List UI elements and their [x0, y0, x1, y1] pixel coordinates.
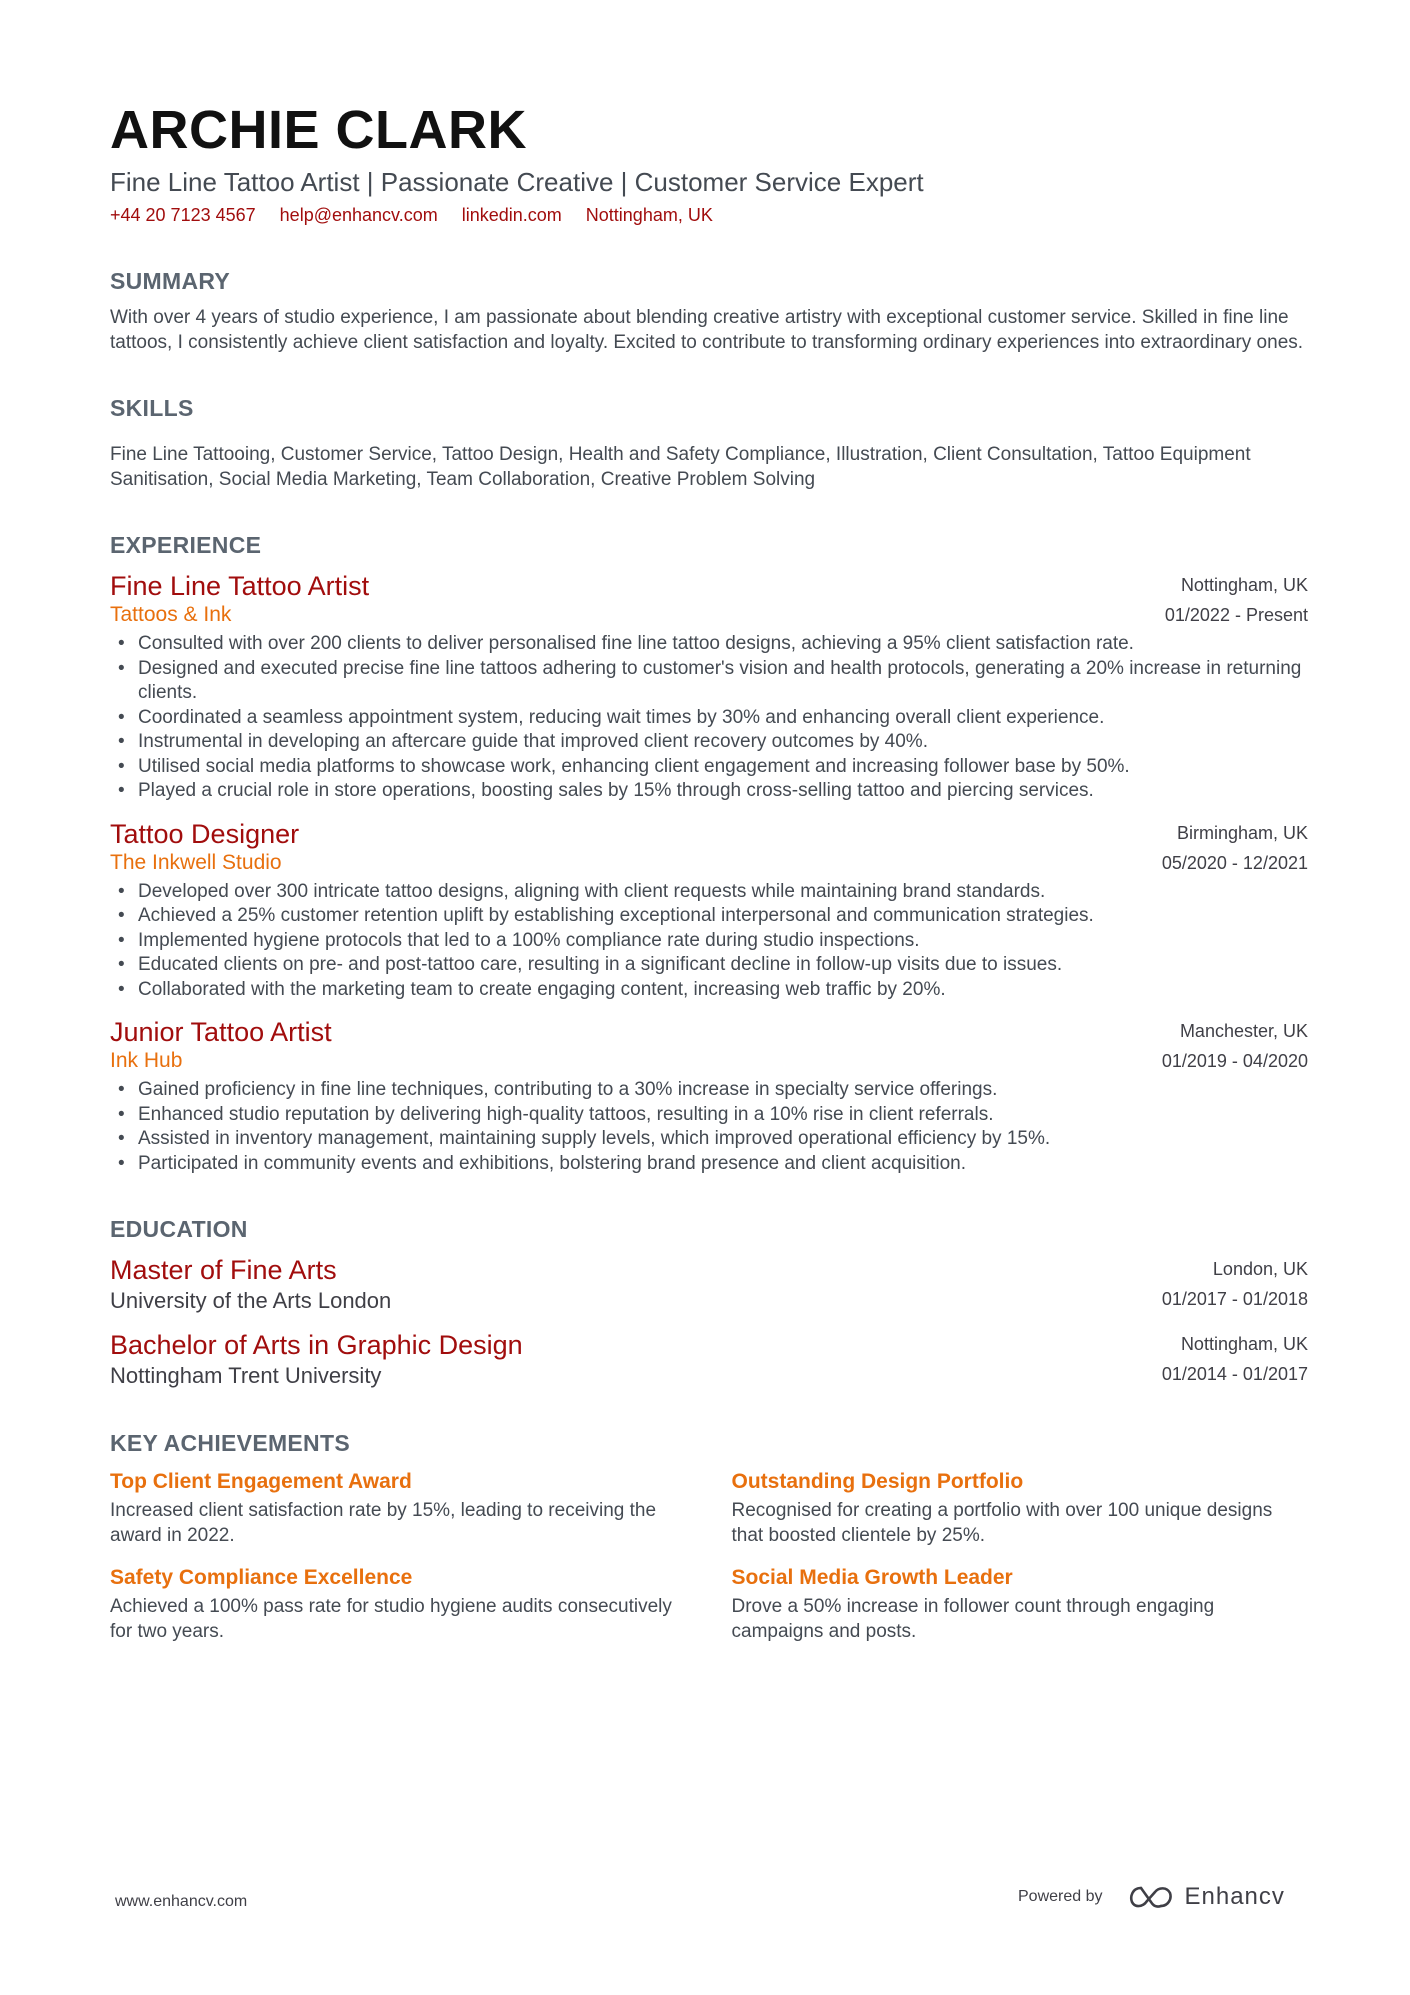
job-location: Nottingham, UK	[1180, 575, 1308, 595]
degree-title: Master of Fine Arts	[110, 1255, 337, 1285]
job-title: Fine Line Tattoo Artist	[110, 571, 370, 601]
achievement-description: Recognised for creating a portfolio with over 100 unique designs that boosted clientele by 25%.	[731, 1500, 1273, 1546]
candidate-headline: Fine Line Tattoo Artist | Passionate Creative | Customer Service Expert	[110, 167, 924, 197]
job-meta	[1165, 570, 1308, 630]
achievements-grid	[110, 1468, 1308, 1644]
section-title: KEY ACHIEVEMENTS	[110, 1430, 350, 1456]
job-dates: 01/2019 - 04/2020	[1161, 1051, 1308, 1071]
degree-title: Bachelor of Arts in Graphic Design	[110, 1330, 523, 1360]
section-title: SKILLS	[110, 395, 194, 421]
experience-entry	[110, 1016, 1308, 1176]
candidate-name: ARCHIE CLARK	[110, 100, 527, 160]
enhancv-brand[interactable]: Enhancv	[1184, 1883, 1285, 1910]
experience-section	[110, 530, 1308, 1176]
bullet-item: • Enhanced studio reputation by delivering high-quality tattoos, resulting in a 10% rise in client referrals.	[110, 1103, 1308, 1128]
summary-section	[110, 266, 1308, 355]
bullet-item: • Educated clients on pre- and post-tattoo care, resulting in a significant decline in follow-up visits due to issues.	[110, 953, 1308, 978]
achievement-title: Outstanding Design Portfolio	[731, 1470, 1024, 1493]
education-section	[110, 1214, 1308, 1390]
footer-website[interactable]: www.enhancv.com	[115, 1893, 248, 1910]
education-location: Nottingham, UK	[1180, 1334, 1308, 1354]
job-meta	[1162, 818, 1308, 878]
job-dates: 01/2022 - Present	[1164, 605, 1308, 625]
bullet-item: • Participated in community events and exhibitions, bolstering brand presence and client acquisition.	[110, 1152, 1308, 1177]
job-title: Tattoo Designer	[110, 818, 300, 849]
job-location: Birmingham, UK	[1176, 822, 1308, 843]
education-dates: 01/2014 - 01/2017	[1161, 1364, 1308, 1384]
section-title: EXPERIENCE	[110, 532, 262, 558]
job-location: Manchester, UK	[1179, 1021, 1308, 1041]
bullet-item: • Consulted with over 200 clients to deliver personalised fine line tattoo designs, achieving a 95% client satisfaction rate.	[110, 632, 1308, 657]
contact-location: Nottingham, UK	[585, 205, 713, 225]
achievement-item	[732, 1564, 1309, 1644]
company-name: Ink Hub	[110, 1049, 183, 1072]
school-name: Nottingham Trent University	[110, 1363, 382, 1388]
bullet-item: • Collaborated with the marketing team to create engaging content, increasing web traffic by 20%.	[110, 978, 1308, 1003]
contact-email[interactable]: help@enhancv.com	[279, 205, 438, 225]
education-entry	[110, 1329, 1308, 1390]
contact-phone[interactable]: +44 20 7123 4567	[110, 205, 256, 225]
job-dates: 05/2020 - 12/2021	[1161, 852, 1308, 873]
enhancv-logo-icon	[1127, 1883, 1175, 1911]
achievement-item	[110, 1468, 687, 1548]
achievement-item	[732, 1468, 1309, 1548]
experience-entry	[110, 570, 1308, 804]
achievement-description: Increased client satisfaction rate by 15%, leading to receiving the award in 2022.	[110, 1500, 657, 1546]
experience-entry	[110, 818, 1308, 1003]
bullet-item: • Gained proficiency in fine line techniques, contributing to a 30% increase in specialty service offerings.	[110, 1078, 1308, 1103]
bullet-item: • Implemented hygiene protocols that led to a 100% compliance rate during studio inspections.	[110, 929, 1308, 954]
job-bullets	[110, 880, 1308, 1003]
resume-header	[110, 100, 1308, 228]
achievement-title: Top Client Engagement Award	[110, 1470, 412, 1493]
powered-by-label: Powered by	[1018, 1888, 1103, 1905]
section-title: EDUCATION	[110, 1216, 248, 1242]
skills-section	[110, 393, 1308, 492]
education-location: London, UK	[1212, 1259, 1308, 1279]
section-title: SUMMARY	[110, 268, 231, 294]
bullet-item: • Achieved a 25% customer retention uplift by establishing exceptional interpersonal and communication strategies.	[110, 904, 1308, 929]
bullet-item: • Instrumental in developing an aftercare guide that improved client recovery outcomes by 40%.	[110, 730, 1308, 755]
company-name: Tattoos & Ink	[110, 603, 232, 626]
achievement-title: Social Media Growth Leader	[731, 1566, 1013, 1589]
job-bullets	[110, 632, 1308, 804]
resume-page	[110, 100, 1308, 1644]
achievement-description: Achieved a 100% pass rate for studio hygiene audits consecutively for two years.	[110, 1596, 672, 1642]
footer-branding	[1018, 1883, 1285, 1911]
bullet-item: • Utilised social media platforms to showcase work, enhancing client engagement and increasing follower base by 50%.	[110, 755, 1308, 780]
bullet-item: • Developed over 300 intricate tattoo designs, aligning with client requests while maintaining brand standards.	[110, 880, 1308, 905]
company-name: The Inkwell Studio	[110, 850, 282, 874]
school-name: University of the Arts London	[110, 1288, 392, 1313]
achievements-section	[110, 1428, 1308, 1644]
bullet-item: • Assisted in inventory management, maintaining supply levels, which improved operational efficiency by 15%.	[110, 1127, 1308, 1152]
job-bullets	[110, 1078, 1308, 1176]
education-meta	[1162, 1329, 1308, 1389]
achievement-title: Safety Compliance Excellence	[110, 1566, 413, 1589]
bullet-item: • Played a crucial role in store operations, boosting sales by 15% through cross-selling tattoo and piercing services.	[110, 779, 1308, 804]
bullet-item: • Designed and executed precise fine line tattoos adhering to customer's vision and health protocols, generating a 20% increase in returning clients.	[110, 657, 1308, 706]
contact-info	[110, 202, 1308, 228]
job-title: Junior Tattoo Artist	[110, 1017, 332, 1047]
education-dates: 01/2017 - 01/2018	[1161, 1289, 1308, 1309]
summary-text: With over 4 years of studio experience, I am passionate about blending creative artistry with exceptional customer service. Skilled in fine line tattoos, I consistently achieve client satisfaction and loyalty. Excited to contribute to transforming ordinary experiences into extraordinary ones.	[110, 307, 1304, 353]
education-entry	[110, 1254, 1308, 1315]
job-meta	[1162, 1016, 1308, 1076]
contact-linkedin[interactable]: linkedin.com	[461, 205, 562, 225]
skills-list: Fine Line Tattooing, Customer Service, Tattoo Design, Health and Safety Compliance, Illustration, Client Consultation, Tattoo Equipment Sanitisation, Social Media Marketing, Team Collaboration, Creative Problem Solving	[110, 444, 1251, 490]
education-meta	[1162, 1254, 1308, 1314]
achievement-item	[110, 1564, 687, 1644]
achievement-description: Drove a 50% increase in follower count through engaging campaigns and posts.	[731, 1596, 1215, 1642]
bullet-item: • Coordinated a seamless appointment system, reducing wait times by 30% and enhancing overall client experience.	[110, 706, 1308, 731]
